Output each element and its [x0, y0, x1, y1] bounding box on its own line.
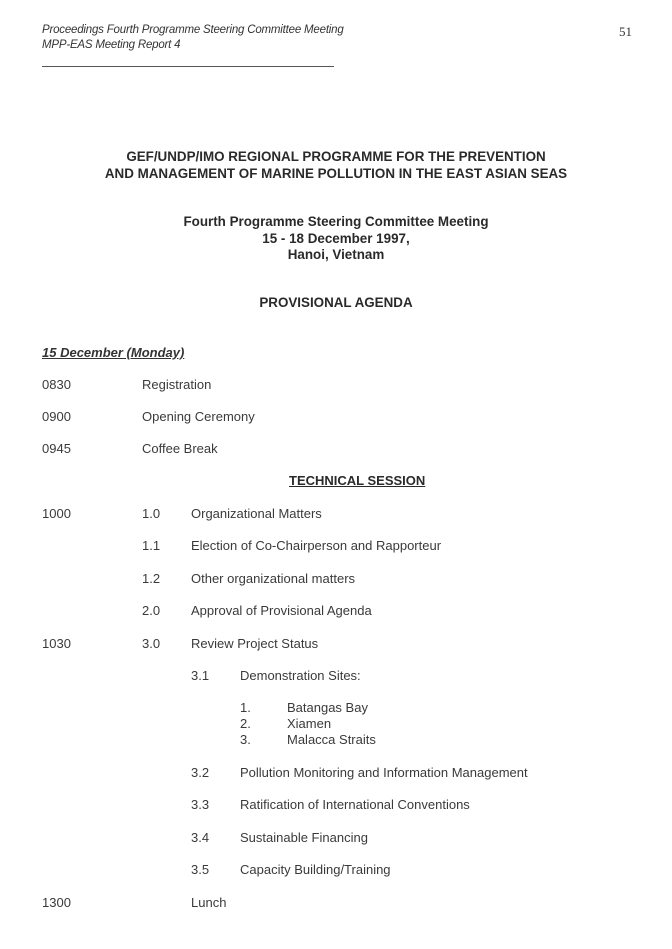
- day-heading: 15 December (Monday): [42, 345, 185, 360]
- session-heading: TECHNICAL SESSION: [289, 473, 426, 488]
- item-label: Review Project Status: [191, 636, 319, 651]
- running-header-title: Proceedings Fourth Programme Steering Committee Meeting: [42, 24, 344, 36]
- schedule-label: Coffee Break: [142, 441, 218, 456]
- site-number: 3.: [240, 732, 251, 747]
- lunch-time: 1300: [42, 895, 71, 910]
- header-rule: [42, 66, 334, 67]
- schedule-time: 0830: [42, 377, 71, 392]
- item-label: Election of Co-Chairperson and Rapporteur: [191, 538, 442, 553]
- site-number: 1.: [240, 700, 251, 715]
- item-number: 3.0: [142, 636, 161, 651]
- item-label: Approval of Provisional Agenda: [191, 603, 372, 618]
- subitem-label: Sustainable Financing: [240, 830, 368, 845]
- schedule-label: Registration: [142, 377, 212, 392]
- programme-title-line1: GEF/UNDP/IMO REGIONAL PROGRAMME FOR THE PREVENTION: [126, 149, 546, 164]
- schedule-time: 0900: [42, 409, 71, 424]
- meeting-title: Fourth Programme Steering Committee Meeting: [183, 214, 489, 229]
- subitem-number: 3.1: [191, 668, 210, 683]
- meeting-dates: 15 - 18 December 1997,: [262, 231, 410, 246]
- subitem-number: 3.2: [191, 765, 210, 780]
- item-number: 2.0: [142, 603, 161, 618]
- site-number: 2.: [240, 716, 251, 731]
- item-number: 1.2: [142, 571, 161, 586]
- item-time: 1000: [42, 506, 71, 521]
- item-time: 1030: [42, 636, 71, 651]
- subitem-label: Ratification of International Conventions: [240, 797, 470, 812]
- site-name: Batangas Bay: [287, 700, 368, 715]
- item-number: 1.0: [142, 506, 161, 521]
- subitem-label: Capacity Building/Training: [240, 862, 391, 877]
- schedule-time: 0945: [42, 441, 71, 456]
- subitem-label: Demonstration Sites:: [240, 668, 361, 683]
- item-label: Organizational Matters: [191, 506, 322, 521]
- agenda-heading: PROVISIONAL AGENDA: [259, 295, 413, 310]
- meeting-location: Hanoi, Vietnam: [287, 247, 385, 262]
- schedule-label: Opening Ceremony: [142, 409, 255, 424]
- subitem-number: 3.5: [191, 862, 210, 877]
- site-name: Malacca Straits: [287, 732, 376, 747]
- page-number: 51: [619, 24, 632, 39]
- item-label: Other organizational matters: [191, 571, 356, 586]
- lunch-label: Lunch: [191, 895, 227, 910]
- running-header-report: MPP-EAS Meeting Report 4: [42, 39, 181, 51]
- subitem-label: Pollution Monitoring and Information Management: [240, 765, 528, 780]
- subitem-number: 3.4: [191, 830, 210, 845]
- item-number: 1.1: [142, 538, 161, 553]
- programme-title-line2: AND MANAGEMENT OF MARINE POLLUTION IN THE EAST ASIAN SEAS: [104, 166, 568, 181]
- site-name: Xiamen: [287, 716, 332, 731]
- subitem-number: 3.3: [191, 797, 210, 812]
